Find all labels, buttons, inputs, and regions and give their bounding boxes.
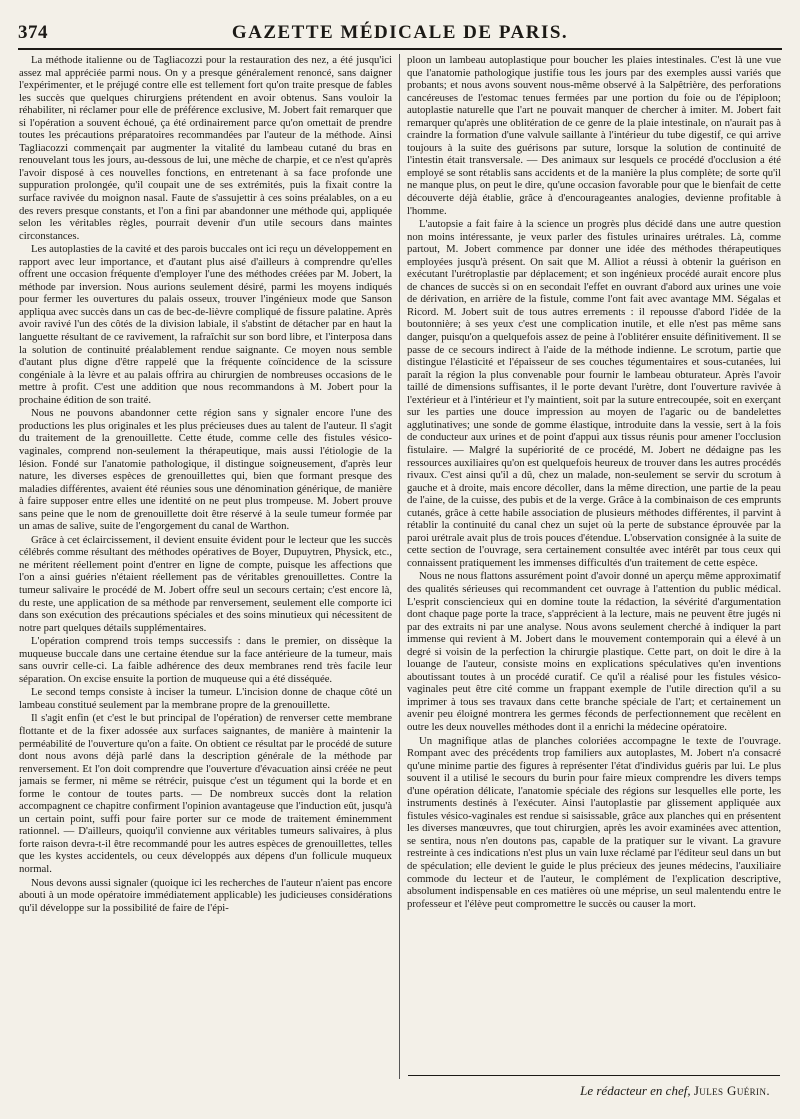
paragraph: Nous ne pouvons abandonner cette région sans y signaler encore l'une des productions les plus originales et les plus précieuses dues au talent de l'auteur. Il s'agit du traitement de la grenouillette. Cette étude, comme celle des fistules vésico-vaginales, comprend non-seulement la thérapeutique, mais aussi l'étiologie de la lésion. Fondé sur l'anatomie pathologique, il distingue soigneusement, d'après leur nature, les diverses espèces de grenouillettes qui, bien que formant presque des maladies différentes, avaient été réunies sous une dénomination générique, de manière à faire supposer entre elles une identité on ne peut plus trompeuse. M. Jobert prouve sans peine que le nom de grenouillette doit être réservé à la seule tumeur formée par un amas de salive, suite de l'engorgement du canal de Warthon. [19,407,392,533]
signature-line [580,1083,770,1099]
page-header [18,22,782,46]
paragraph: Nous ne nous flattons assurément point d'avoir donné un aperçu même approximatif des qualités sérieuses qui recommandent cet ouvrage à l'attention du public médical. L'esprit consciencieux qui en domine toute la rédaction, la sévérité d'argumentation dont chaque page porte la trace, s'apprécient à la lecture, mais ne peuvent être jugés ni par des extraits ni par une analyse. Nous avons seulement cherché à indiquer la part immense qui revient à M. Jobert dans le mouvement contemporain qui a élevé à un degré si voisin de la perfection la chirurgie plastique. Cette part, on doit le dire à la louange de l'auteur, consiste moins en explications spéculatives qu'en inventions aboutissant toutes à un procédé curatif. Ce qu'il a réalisé pour les fistules vésico-vaginales peut être cité comme un frappant exemple de l'utile direction qu'il a su imprimer à tous ses travaux dans cette branche spéciale de l'art; et certainement un avenir peu éloigné montrera les germes féconds de perfectionnement que recèlent en outre les deux nouvelles méthodes dont il a enrichi la médecine opératoire. [407,570,781,733]
paragraph: Grâce à cet éclaircissement, il devient ensuite évident pour le lecteur que les succès célébrés comme résultant des méthodes opératives de Boyer, Dupuytren, Physick, etc., ne méritent réellement point d'entrer en ligne de compte, puisque les affections que l'on a ainsi guéries n'étaient réellement pas de véritables grenouillettes. Contre la tumeur salivaire le procédé de M. Jobert offre seul un secours certain; c'est encore là, du reste, une application de sa méthode par renversement, seulement elle comporte ici dans son exécution des précautions spéciales et des soins minutieux qui nécessitent de notre part quelques détails supplémentaires. [19,533,392,634]
right-column [407,54,781,1079]
paragraph: ploon un lambeau autoplastique pour boucher les plaies intestinales. C'est là une vue que l'anatomie pathologique justifie tous les jours par des exemples aussi variés que probants; et nous avons souvent nous-même observé à la Salpêtrière, des perforations cancéreuses de l'estomac tenues fermées par une portion du foie ou de l'épiploon; autoplastie naturelle que l'art ne pouvait manquer de chercher à imiter. M. Jobert fait remarquer qu'après une oblitération de ce genre de la plaie intestinale, on n'aurait pas à craindre la formation d'une valvule saillante à l'intérieur du tube digestif, ce qui arrive toujours à la suite des guérisons par suture, lorsque la solution de continuité de l'intestin était transversale. — Des animaux sur lesquels ce procédé d'occlusion a été employé se sont rétablis sans accidents et de la manière la plus complète; de sorte qu'il ne manque plus, on peut le dire, qu'une occasion favorable pour que le bienfait de cette découverte déjà établie, grâce à d'encourageantes analogies, devienne profitable à l'homme. [407,54,781,217]
page-number: 374 [18,22,48,43]
editor-label: Le rédacteur en chef, [580,1083,691,1098]
footer-rule [408,1075,780,1076]
paragraph: La méthode italienne ou de Tagliacozzi pour la restauration des nez, a été jusqu'ici assez mal appréciée parmi nous. On y a presque généralement renoncé, sans daigner l'expérimenter, et le préjugé contre elle est tellement fort qu'on traite presque de fables les succès que quelques chirurgiens prétendent en avoir obtenus. Sans vouloir la réhabiliter, ni réclamer pour elle de préférence exclusive, M. Jobert fait remarquer que si l'opération a souvent échoué, ça été ordinairement parce qu'on omettait de prendre toutes les précautions préparatoires recommandées par l'auteur de la méthode. Ainsi Tagliacozzi commençait par augmenter la vitalité du lambeau cutané du bras en renouvelant tous les jours, au-dessous de lui, une mèche de charpie, et ce n'est qu'après l'avoir disposé à ces nouvelles fonctions, en entretenant à sa face profonde une suppuration prolongée, qu'il coupait une de ses extrémités, puis la fixait contre la surface ravivée du moignon nasal. Faute de s'assujettir à ces soins préalables, on a eu des revers presque constants, et l'on a fini par abandonner une méthode qui, appliquée selon les véritables règles, pourrait devenir d'un utile secours dans maintes circonstances. [19,54,392,242]
header-rule [18,48,782,50]
paragraph: L'opération comprend trois temps successifs : dans le premier, on dissèque la muqueuse buccale dans une certaine étendue sur la face antérieure de la tumeur, mais sans ouvrir celle-ci. La faible adhérence des deux membranes rend très facile leur séparation. On excise ensuite la portion de muqueuse qui a été disséquée. [19,635,392,685]
paragraph: Le second temps consiste à inciser la tumeur. L'incision donne de chaque côté un lambeau constitué seulement par la membrane propre de la grenouillette. [19,686,392,711]
paragraph: L'autopsie a fait faire à la science un progrès plus décidé dans une autre question non moins intéressante, je veux parler des fistules urinaires urétrales. Là, comme partout, M. Jobert commence par donner une idée des méthodes thérapeutiques employées jusqu'à présent. On sait que M. Alliot a réussi à obtenir la guérison en exécutant l'urétroplastie par déplacement; et son ingénieux procédé aurait encore plus de chances de succès si on en secondait l'effet en ouvrant d'abord aux urines une voie de dérivation, en arrière de la fistule, comme l'ont fait avec avantage MM. Ségalas et Ricord. M. Jobert suit de tous autres errements : il repousse d'abord l'idée de la boutonnière; à ses yeux c'est une complication inutile, et elle n'est pas même sans danger, puisqu'on a quelquefois assez de peine à l'oblitérer ensuite définitivement. Il se passe de ce secours indirect à l'aide de la méthode indienne. Le scrotum, partie que distingue l'élasticité et l'épaisseur de ses couches tégumentaires et sous-cutanées, lui paraît la région la plus convenable pour fournir le lambeau obturateur. Après l'avoir taillé de dimensions suffisantes, il le porte devant l'urètre, dont l'ouverture ravivée à l'extérieur et à l'intérieur et l'y maintient, soit par la suture entrecoupée, soit en exerçant sur les parties une douce impression au moyen de l'agaric ou de bandelettes agglutinatives; une sonde de gomme élastique, introduite dans la vessie, sert à la fois de conducteur aux urines et de point d'appui aux tissus réunis pour amener l'occlusion fistulaire. — Malgré la supériorité de ce procédé, M. Jobert ne dédaigne pas les ressources auxiliaires qu'on est quelquefois heureux de trouver dans les autres procédés rivaux. C'est ainsi qu'il a dû, chez un malade, non-seulement se servir du scrotum à gauche et à droite, mais encore décoller, dans la même direction, une partie de la peau de l'aine, de la cuisse, des pubis et de la verge. Grâce à la combinaison de ces emprunts cutanés, grâce à cette habile association de plusieurs méthodes différentes, il parvint à rétablir la continuité du canal chez un sujet où la perte de substance éprouvée par la paroi urétrale avait plus de trois pouces d'étendue. L'observation consignée à la suite de cette section de l'ouvrage, sera certainement consultée avec intérêt par tous ceux qui connaissent pratiquement les immenses difficultés d'un traitement de cette espèce. [407,218,781,569]
paragraph: Les autoplasties de la cavité et des parois buccales ont ici reçu un développement en rapport avec leur importance, et d'autant plus aisé d'ailleurs à comprendre qu'elles offrent une occasion fréquente d'employer l'une des méthodes créées par M. Jobert, la méthode par inversion. Nous aurions seulement désiré, parmi les moyens indiqués pour fermer les ouvertures du palais osseux, trouver l'ingénieux mode que Sanson appliqua avec succès dans un cas de bec-de-lièvre compliqué de fissure palatine. Après avoir ravivé l'un des côtés de la division labiale, il s'abstint de détacher par en haut la languette résultant de ce ravivement, la rafraîchit sur son bord libre, et l'interposa dans la solution de continuité préalablement rendue saignante. Ce moyen nous semble d'autant plus digne d'être rappelé que la fréquente coïncidence de la scissure congéniale à la lèvre et au palais offrira au chirurgien de nombreuses occasions de le mettre à profit. C'est une addition que nous recommandons à M. Jobert pour la prochaine édition de son traité. [19,243,392,406]
journal-title: GAZETTE MÉDICALE DE PARIS. [231,22,569,43]
left-column [19,54,392,1079]
editor-name: Jules Guérin. [693,1083,770,1098]
paragraph: Un magnifique atlas de planches coloriées accompagne le texte de l'ouvrage. Rompant avec des précédents trop familiers aux autoplastes, M. Jobert n'a consacré qu'une minime partie des figures à représenter l'état d'individus guéris par lui. Le plus souvent il a utilisé le secours du burin pour faire mieux comprendre les divers temps d'une opération délicate, l'anatomie spéciale des régions sur lesquelles elle porte, les instruments destinés à l'exécuter. Ainsi l'autoplastie par glissement appliquée aux fistules vésico-vaginales est rendue si saisissable, grâce aux planches qui en présentent les diverses manœuvres, que tout chirurgien, après les avoir examinées avec attention, se sentira, nous n'en doutons pas, capable de la pratiquer sur le vivant. La gravure restreinte à ces indications n'est plus un vain luxe réclamé par l'éditeur seul dans un but de spéculation; elle devient le guide le plus précieux des jeunes médecins, l'auxiliaire commode du lecteur et de l'auteur, le complément de l'explication descriptive, absolument indispensable en ces matières où une méprise, un seul malentendu entre le professeur et l'élève peut compromettre le succès ou causer la mort. [407,734,781,910]
paragraph: Il s'agit enfin (et c'est le but principal de l'opération) de renverser cette membrane flottante et de la fixer adossée aux surfaces saignantes, de manière à maintenir la perméabilité de l'ouverture qu'on a faite. On obtient ce résultat par le procédé de suture dont nous avons déjà parlé dans la description générale de la méthode par renversement. Et l'on doit comprendre que l'ouverture d'évacuation ainsi créée ne peut jamais se fermer, ni même se rétrécir, puisque c'est un tégument qui la borde et en forme le contour de toutes parts. — De nombreux succès dont la relation accompagnent ce chapitre confirment l'opinion avantageuse que l'induction eût, jusqu'à un certain point, suffi pour faire porter sur ce mode de traitement éminemment rationnel. — D'ailleurs, quoiqu'il convienne aux véritables tumeurs salivaires, à plus forte raison devra-t-il être recommandé pour les autres espèces de grenouillettes, telles que les kystes accidentels, ou ceux développés aux dépens d'un follicule muqueux normal. [19,712,392,875]
column-divider [399,54,400,1079]
paragraph: Nous devons aussi signaler (quoique ici les recherches de l'auteur n'aient pas encore abouti à un mode opératoire immédiatement applicable) les judicieuses considérations qu'il développe sur la possibilité de faire de l'épi- [19,876,392,914]
